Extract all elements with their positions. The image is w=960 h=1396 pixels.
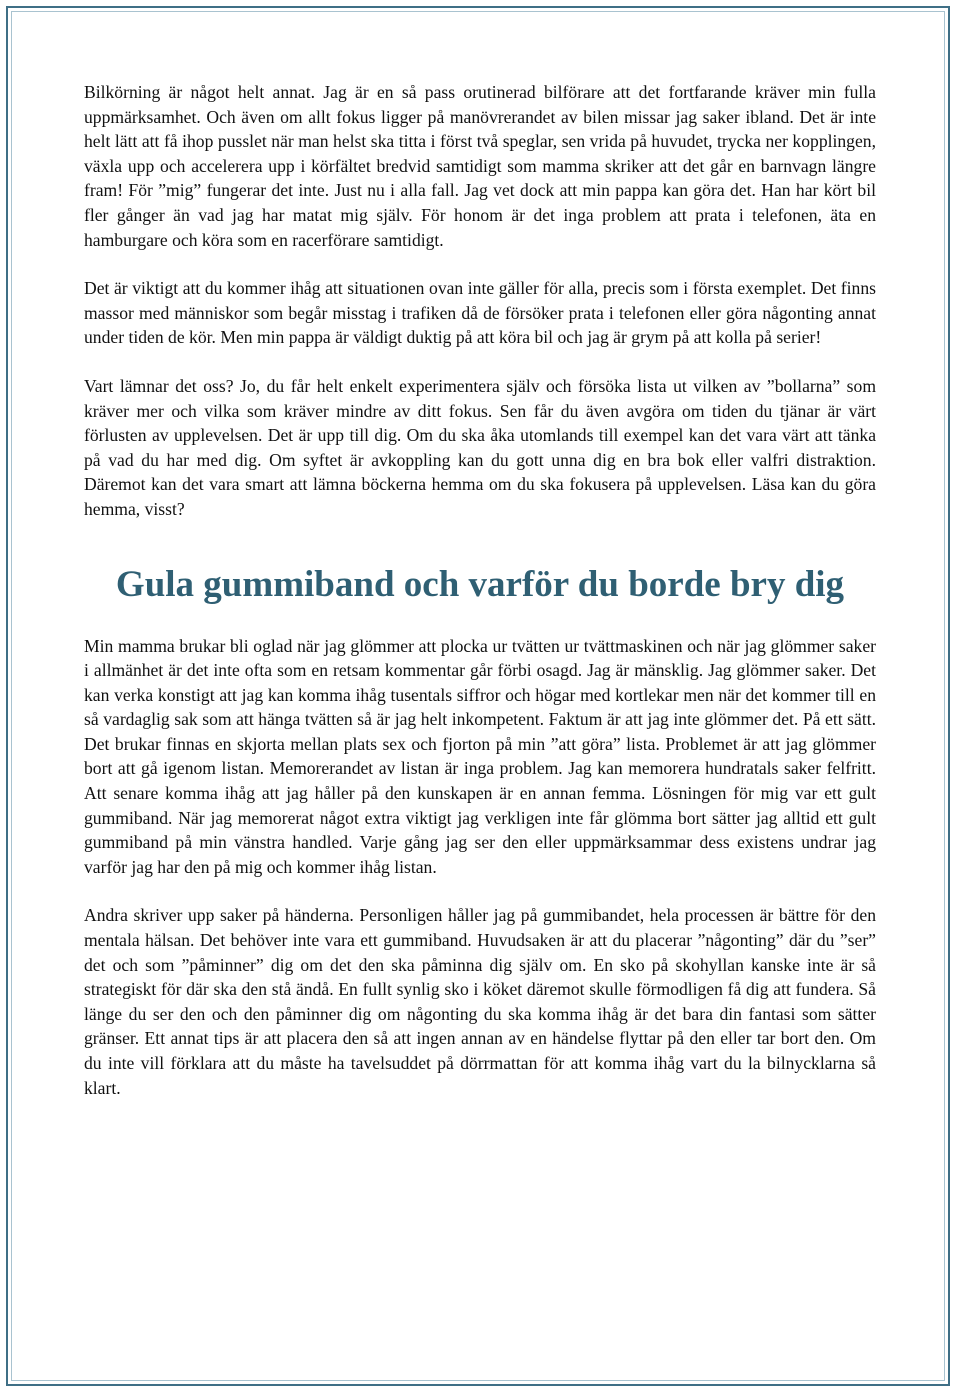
document-body: [84, 80, 876, 1100]
paragraph-driving: Bilkörning är något helt annat. Jag är en så pass orutinerad bilförare att det fortfarande kräver min fulla uppmärksamhet. Och även om allt fokus ligger på manövrerandet av bilen missar jag saker ibland. Det är inte helt lätt att få ihop pusslet när man helst ska titta i först två speglar, sen vrida på huvudet, trycka ner kopplingen, växla upp och accelerera upp i körfältet bredvid samtidigt som mamma skriker att det går en barnvagn längre fram! För ”mig” fungerar det inte. Just nu i alla fall. Jag vet dock att min pappa kan göra det. Han har kört bil fler gånger än vad jag har matat mig själv. För honom är det inga problem att prata i telefonen, äta en hamburgare och köra som en racerförare samtidigt.: [84, 82, 876, 250]
paragraph-rubber-band: Min mamma brukar bli oglad när jag glömmer att plocka ur tvätten ur tvättmaskinen och när jag glömmer saker i allmänhet är det inte ofta som en retsam kommentar går förbi osagd. Jag är mänsklig. Jag glömmer saker. Det kan verka konstigt att jag kan komma ihåg tusentals siffror och högar med kortlekar men när det kommer till en så vardaglig sak som att hänga tvätten så är jag helt inkompetent. Faktum är att jag inte glömmer det. På ett sätt. Det brukar finnas en skjorta mellan plats sex och fjorton på min ”att göra” lista. Problemet är att jag glömmer bort att gå igenom listan. Memorerandet av listan är inga problem. Jag kan memorera hundratals saker felfritt. Att senare komma ihåg att jag håller på den kunskapen är en annan femma. Lösningen för mig var ett gult gummiband. När jag memorerat något extra viktigt jag verkligen inte får glömma bort sätter jag alltid ett gult gummiband på min vänstra handled. Varje gång jag ser den eller uppmärksammar dess existens undrar jag varför jag har den på mig och kommer ihåg listan.: [84, 635, 876, 877]
paragraph-reminder-tips: Andra skriver upp saker på händerna. Personligen håller jag på gummibandet, hela processen är bättre för den mentala hälsan. Det behöver inte vara ett gummiband. Huvudsaken är att du placerar ”någonting” där du ”ser” det och som ”påminner” dig om det den ska påminna dig själv om. En sko på skohyllan kanske inte är så strategiskt för där ska den stå ändå. En fullt synlig sko i köket däremot skulle förmodligen få dig att fundera. Så länge du ser den och den påminner dig om någonting du ska komma ihåg är det bara din fantasi som sätter gränser. Ett annat tips är att placera den så att ingen annan av en händelse flyttar på den eller tar bort den. Om du inte vill förklara att du måste ha tavelsuddet på dörrmattan för att komma ihåg vart du la bilnycklarna så klart.: [84, 905, 876, 1098]
paragraph-important-reminder: Det är viktigt att du kommer ihåg att situationen ovan inte gäller för alla, precis som i första exemplet. Det finns massor med människor som begår misstag i trafiken då de försöker prata i telefonen eller göra någonting annat under tiden de kör. Men min pappa är väldigt duktig på att köra bil och jag är grym på att kolla på serier!: [84, 278, 876, 348]
section-heading: Gula gummiband och varför du borde bry dig: [115, 563, 845, 605]
paragraph-conclusion: Vart lämnar det oss? Jo, du får helt enkelt experimentera själv och försöka lista ut vilken av ”bollarna” som kräver mer och vilka som kräver mindre av ditt fokus. Sen får du även avgöra om tiden du tjänar är värt förlusten av upplevelsen. Det är upp till dig. Om du ska åka utomlands till exempel kan det vara värt att tänka på vad du har med dig. Om syftet är avkoppling kan du gott unna dig en bra bok eller valfri distraktion. Däremot kan det vara smart att lämna böckerna hemma om du ska fokusera på upplevelsen. Läsa kan du göra hemma, visst?: [84, 375, 876, 519]
